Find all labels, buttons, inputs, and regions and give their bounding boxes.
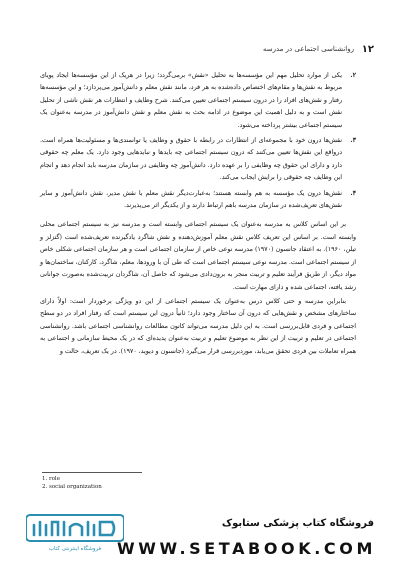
setabook-logo (26, 513, 124, 553)
footnote-divider (42, 472, 142, 473)
footnotes (42, 475, 102, 491)
numbered-item (40, 188, 356, 213)
website-url[interactable]: WWW.SETABOOK.COM (117, 539, 376, 558)
paragraph: بر این اساس کلاس به مدرسه به‌عنوان یک سیستم اجتماعی وابسته است و مدرسه نیز به سیستم اجتماعی محلی وابسته است. بر اساس این تعریف کلاس نقش معلم آموزش‌دهنده و نقش شاگرد یادگیرنده تعریف‌شده است (گتزلز و تیلن، ۱۹۶۰). به اعتقاد جانسون (۱۹۷۰) مدرسه نوعی خاص از سازمان اجتماعی است و هر سازمان اجتماعی شکلی خاص از سیستم اجتماعی است. مدرسه نوعی سیستم اجتماعی است که طی آن با ورودها، معلم، شاگرد، کارکنان، ساختمان‌ها و مواد دیگر، از طریق فرآیند تعلیم و تربیت منجر به برون‌دادی می‌شود که حاصل آن، شاگردان تربیت‌شده به‌صورت جوانانی رشد یافته، اجتماعی شده و دارای مهارت است. (40, 221, 356, 291)
footnote: 1. role (42, 476, 60, 482)
footnote: 2. social organization (42, 484, 102, 490)
item-text: نقش‌ها درون خود با مجموعه‌ای از انتظارات در رابطه با حقوق و وظایف یا توانمندی‌ها و مسئولیت‌ها همراه است. درواقع این نقش‌ها تعیین می‌کنند که درون سیستم اجتماعی چه بایدها و نبایدهایی وجود دارد. یک معلم چه حقوقی دارد و دارای این حقوق چه وظایفی را بر عهده دارد. دانش‌آموز چه وظایفی در سازمان مدرسه باید انجام دهد و انجام این وظایف چه حقوقی را برایش ایجاب می‌کند. (40, 137, 342, 182)
svg-text:فروشگاه اینترنتی کتاب: فروشگاه اینترنتی کتاب (48, 546, 102, 552)
page-number: ۱۲ (361, 44, 374, 55)
running-title: روانشناسی اجتماعی در مدرسه (262, 45, 354, 53)
body-text (40, 70, 356, 360)
item-text: نقش‌ها درون یک مؤسسه به هم وابسته هستند؛ به‌عبارت‌دیگر نقش معلم با نقش مدیر، نقش دانش‌آموز و سایر نقش‌های تعریف‌شده در سازمان مدرسه باهم ارتباط دارند و از یکدیگر اثر می‌پذیرند. (40, 189, 342, 210)
numbered-item (40, 70, 356, 132)
item-text: یکی از موارد تحلیل مهم این مؤسسه‌ها به تحلیل «نقش» برمی‌گردد؛ زیرا در هریک از این مؤسسه‌ها ایجاد پویای مربوط به نقش‌ها و مقام‌های اختصاص داده‌شده به هر فرد، مانند نقش معلم و دانش‌آموز می‌پردازد؛ و این مؤسسه‌ها رفتار و نقش‌های افراد را در درون سیستم اجتماعی تعیین می‌کنند. شرح وظایف و انتظارات هر نقش ناشی از تحلیل نقش است و به دلیل اهمیت این موضوع در ادامه بحث به نقش معلم و نقش دانش‌آموز در مدرسه به‌عنوان یک سیستم اجتماعی بیشتر پرداخته می‌شود. (40, 72, 342, 129)
paragraph: بنابراین مدرسه و حتی کلاس درس به‌عنوان یک سیستم اجتماعی از این دو ویژگی برخوردار است: اولاً دارای ساختارهای مشخص و نقش‌هایی که درون آن ساختار وجود دارد؛ ثانیاً درون این سیستم است که رفتار افراد در دو سطح اجتماعی و فردی قابل‌بررسی است. به این دلیل مدرسه می‌تواند کانون مطالعات روانشناسی اجتماعی باشد. روانشناسی اجتماعی در تعلیم و تربیت از این نظر به موضوع تعلیم و تربیت به‌عنوان پدیده‌ای که در یک محیط سازمانی و اجتماعی به همراه تعاملات بین فردی تحقق می‌یابد، موردبررسی قرار می‌گیرد (جانسون و دیوید، ۱۹۷۰). در یک تعریف، حالت و (40, 297, 356, 355)
item-number: ۴. (350, 189, 356, 197)
item-number: ۳. (350, 137, 356, 145)
store-title: فروشگاه کتاب پزشکی ستابوک (221, 518, 374, 529)
item-number: ۲. (350, 72, 356, 79)
page-header (0, 44, 400, 58)
numbered-item (40, 135, 356, 185)
watermark-footer (0, 497, 400, 576)
